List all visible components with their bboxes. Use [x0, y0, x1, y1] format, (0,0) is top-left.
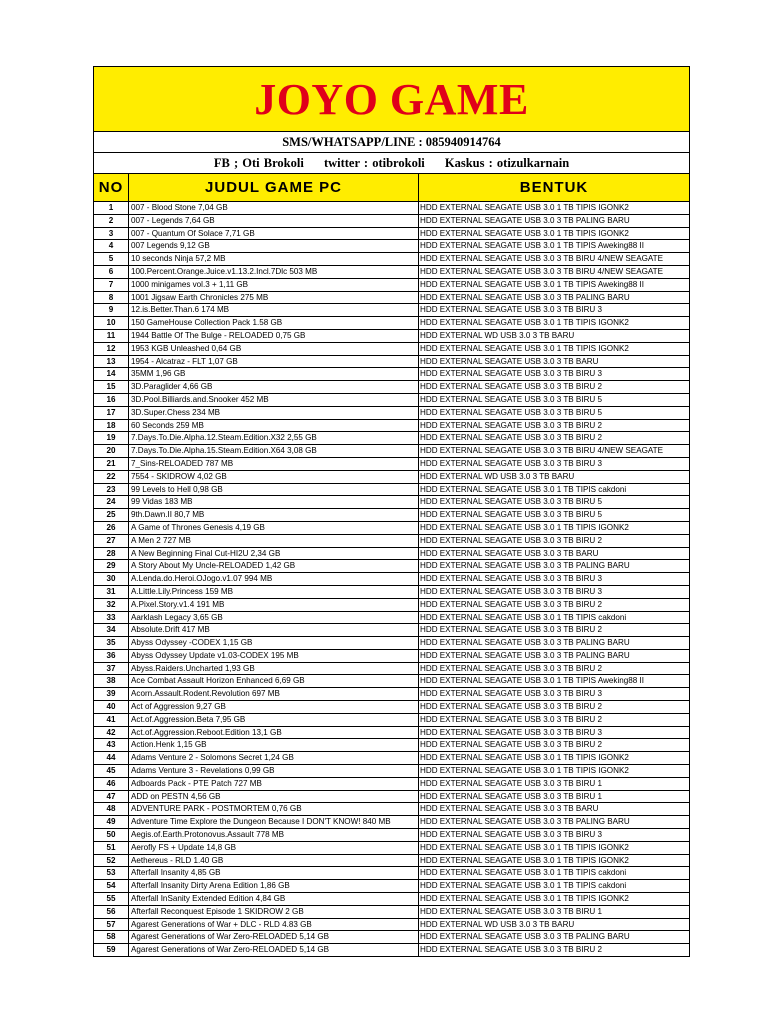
table-row	[94, 419, 690, 432]
table-row	[94, 329, 690, 342]
header-title: JUDUL GAME PC	[129, 174, 419, 202]
row-number: 1	[94, 202, 129, 215]
storage-form: HDD EXTERNAL SEAGATE USB 3.0 3 TB PALING BARU	[419, 816, 690, 829]
table-row	[94, 701, 690, 714]
table-row	[94, 227, 690, 240]
game-title: 99 Vidas 183 MB	[129, 496, 419, 509]
row-number: 50	[94, 829, 129, 842]
row-number: 43	[94, 739, 129, 752]
row-number: 23	[94, 483, 129, 496]
facebook-handle: FB ; Oti Brokoli	[213, 155, 304, 170]
twitter-handle: twitter : otibrokoli	[323, 155, 425, 170]
game-title: Abyss.Raiders.Uncharted 1,93 GB	[129, 662, 419, 675]
game-title: Absolute.Drift 417 MB	[129, 624, 419, 637]
game-title: 1953 KGB Unleashed 0,64 GB	[129, 342, 419, 355]
game-title: Act.of.Aggression.Beta 7,95 GB	[129, 713, 419, 726]
row-number: 34	[94, 624, 129, 637]
storage-form: HDD EXTERNAL SEAGATE USB 3.0 1 TB TIPIS IGONK2	[419, 841, 690, 854]
game-title: ADD on PESTN 4,56 GB	[129, 790, 419, 803]
storage-form: HDD EXTERNAL SEAGATE USB 3.0 3 TB BIRU 2	[419, 739, 690, 752]
storage-form: HDD EXTERNAL SEAGATE USB 3.0 1 TB TIPIS cakdoni	[419, 611, 690, 624]
table-row	[94, 291, 690, 304]
game-title: Acorn.Assault.Rodent.Revolution 697 MB	[129, 688, 419, 701]
table-row	[94, 240, 690, 253]
table-row	[94, 253, 690, 266]
title-cell	[94, 67, 690, 132]
storage-form: HDD EXTERNAL SEAGATE USB 3.0 3 TB BIRU 4/NEW SEAGATE	[419, 445, 690, 458]
table-row	[94, 841, 690, 854]
contact-cell	[94, 132, 690, 153]
table-row	[94, 265, 690, 278]
game-title: Aetherеus - RLD 1.40 GB	[129, 854, 419, 867]
row-number: 39	[94, 688, 129, 701]
table-row	[94, 611, 690, 624]
row-number: 35	[94, 637, 129, 650]
row-number: 8	[94, 291, 129, 304]
storage-form: HDD EXTERNAL SEAGATE USB 3.0 3 TB BIRU 2	[419, 662, 690, 675]
row-number: 2	[94, 214, 129, 227]
row-number: 5	[94, 253, 129, 266]
table-row	[94, 342, 690, 355]
table-row	[94, 304, 690, 317]
game-title: Agarest Generations of War Zero-RELOADED 5,14 GB	[129, 931, 419, 944]
table-row	[94, 713, 690, 726]
storage-form: HDD EXTERNAL SEAGATE USB 3.0 3 TB BIRU 3	[419, 726, 690, 739]
game-title: 12.is.Better.Than.6 174 MB	[129, 304, 419, 317]
game-title: Adams Venture 2 - Solomons Secret 1,24 GB	[129, 752, 419, 765]
table-row	[94, 355, 690, 368]
row-number: 44	[94, 752, 129, 765]
storage-form: HDD EXTERNAL SEAGATE USB 3.0 1 TB TIPIS cakdoni	[419, 483, 690, 496]
row-number: 40	[94, 701, 129, 714]
table-row	[94, 381, 690, 394]
table-row	[94, 918, 690, 931]
row-number: 32	[94, 598, 129, 611]
row-number: 25	[94, 509, 129, 522]
table-row	[94, 816, 690, 829]
game-title: Afterfall Reconquest Episode 1 SKIDROW 2 GB	[129, 905, 419, 918]
storage-form: HDD EXTERNAL SEAGATE USB 3.0 3 TB BIRU 3	[419, 585, 690, 598]
row-number: 12	[94, 342, 129, 355]
table-row	[94, 585, 690, 598]
storage-form: HDD EXTERNAL SEAGATE USB 3.0 3 TB BIRU 2	[419, 944, 690, 957]
table-row	[94, 457, 690, 470]
row-number: 31	[94, 585, 129, 598]
game-title: A Game of Thrones Genesis 4,19 GB	[129, 521, 419, 534]
game-title: A Men 2 727 MB	[129, 534, 419, 547]
table-row	[94, 765, 690, 778]
storage-form: HDD EXTERNAL SEAGATE USB 3.0 3 TB BIRU 2	[419, 624, 690, 637]
storage-form: HDD EXTERNAL SEAGATE USB 3.0 3 TB BARU	[419, 803, 690, 816]
game-title: Action.Henk 1,15 GB	[129, 739, 419, 752]
game-title: Afterfall Insanity Dirty Arena Edition 1,86 GB	[129, 880, 419, 893]
storage-form: HDD EXTERNAL SEAGATE USB 3.0 1 TB TIPIS Aweking88 II	[419, 278, 690, 291]
row-number: 22	[94, 470, 129, 483]
storage-form: HDD EXTERNAL SEAGATE USB 3.0 1 TB TIPIS IGONK2	[419, 227, 690, 240]
game-title: 1000 minigames vol.3 + 1,11 GB	[129, 278, 419, 291]
row-number: 24	[94, 496, 129, 509]
table-row	[94, 598, 690, 611]
storage-form: HDD EXTERNAL SEAGATE USB 3.0 3 TB PALING BARU	[419, 649, 690, 662]
game-title: Act of Aggression 9,27 GB	[129, 701, 419, 714]
game-title: 3D.Paraglider 4,66 GB	[129, 381, 419, 394]
game-title: Agarest Generations of War Zero-RELOADED 5,14 GB	[129, 944, 419, 957]
storage-form: HDD EXTERNAL SEAGATE USB 3.0 3 TB BIRU 3	[419, 829, 690, 842]
game-title: 3D.Super.Chess 234 MB	[129, 406, 419, 419]
table-row	[94, 470, 690, 483]
storage-form: HDD EXTERNAL SEAGATE USB 3.0 3 TB PALING BARU	[419, 291, 690, 304]
row-number: 57	[94, 918, 129, 931]
game-title: Adventure Time Explore the Dungeon Because I DON'T KNOW! 840 MB	[129, 816, 419, 829]
row-number: 16	[94, 393, 129, 406]
table-row	[94, 739, 690, 752]
game-title: Abyss Odyssey Update v1.03-CODEX 195 MB	[129, 649, 419, 662]
storage-form: HDD EXTERNAL SEAGATE USB 3.0 3 TB BIRU 5	[419, 496, 690, 509]
storage-form: HDD EXTERNAL SEAGATE USB 3.0 1 TB TIPIS IGONK2	[419, 854, 690, 867]
row-number: 49	[94, 816, 129, 829]
row-number: 36	[94, 649, 129, 662]
storage-form: HDD EXTERNAL SEAGATE USB 3.0 3 TB BIRU 2	[419, 432, 690, 445]
row-number: 45	[94, 765, 129, 778]
row-number: 15	[94, 381, 129, 394]
game-title: Ace Combat Assault Horizon Enhanced 6,69 GB	[129, 675, 419, 688]
table-row	[94, 432, 690, 445]
row-number: 3	[94, 227, 129, 240]
table-row	[94, 944, 690, 957]
row-number: 13	[94, 355, 129, 368]
row-number: 53	[94, 867, 129, 880]
contact-row	[94, 132, 690, 153]
storage-form: HDD EXTERNAL SEAGATE USB 3.0 1 TB TIPIS Aweking88 II	[419, 675, 690, 688]
storage-form: HDD EXTERNAL SEAGATE USB 3.0 3 TB BIRU 2	[419, 598, 690, 611]
table-row	[94, 829, 690, 842]
game-title: Agarest Generations of War + DLC - RLD 4.83 GB	[129, 918, 419, 931]
game-title: ADVENTURE PARK - POSTMORTEM 0,76 GB	[129, 803, 419, 816]
table-row	[94, 893, 690, 906]
row-number: 52	[94, 854, 129, 867]
contact-phone: SMS/WHATSAPP/LINE : 085940914764	[282, 134, 501, 149]
header-form: BENTUK	[419, 174, 690, 202]
game-title: Aegis.of.Earth.Protonovus.Assault 778 MB	[129, 829, 419, 842]
table-row	[94, 547, 690, 560]
storage-form: HDD EXTERNAL SEAGATE USB 3.0 1 TB TIPIS IGONK2	[419, 342, 690, 355]
row-number: 20	[94, 445, 129, 458]
table-row	[94, 803, 690, 816]
table-row	[94, 905, 690, 918]
game-title: 7_Sins-RELOADED 787 MB	[129, 457, 419, 470]
row-number: 33	[94, 611, 129, 624]
storage-form: HDD EXTERNAL SEAGATE USB 3.0 3 TB BIRU 3	[419, 573, 690, 586]
storage-form: HDD EXTERNAL SEAGATE USB 3.0 3 TB BIRU 2	[419, 713, 690, 726]
table-row	[94, 854, 690, 867]
storage-form: HDD EXTERNAL SEAGATE USB 3.0 1 TB TIPIS cakdoni	[419, 867, 690, 880]
table-row	[94, 675, 690, 688]
row-number: 41	[94, 713, 129, 726]
table-row	[94, 496, 690, 509]
game-title: 1944 Battle Of The Bulge - RELOADED 0,75 GB	[129, 329, 419, 342]
row-number: 29	[94, 560, 129, 573]
storage-form: HDD EXTERNAL SEAGATE USB 3.0 3 TB BARU	[419, 547, 690, 560]
row-number: 10	[94, 317, 129, 330]
storage-form: HDD EXTERNAL SEAGATE USB 3.0 3 TB BIRU 1	[419, 905, 690, 918]
game-title: 7554 - SKIDROW 4,02 GB	[129, 470, 419, 483]
table-row	[94, 726, 690, 739]
storage-form: HDD EXTERNAL SEAGATE USB 3.0 3 TB BIRU 4/NEW SEAGATE	[419, 265, 690, 278]
storage-form: HDD EXTERNAL SEAGATE USB 3.0 3 TB BIRU 1	[419, 790, 690, 803]
storage-form: HDD EXTERNAL SEAGATE USB 3.0 1 TB TIPIS IGONK2	[419, 765, 690, 778]
game-title: 60 Seconds 259 MB	[129, 419, 419, 432]
storage-form: HDD EXTERNAL SEAGATE USB 3.0 3 TB BIRU 3	[419, 304, 690, 317]
row-number: 4	[94, 240, 129, 253]
table-row	[94, 509, 690, 522]
row-number: 30	[94, 573, 129, 586]
row-number: 9	[94, 304, 129, 317]
table-row	[94, 406, 690, 419]
row-number: 26	[94, 521, 129, 534]
table-row	[94, 317, 690, 330]
table-row	[94, 534, 690, 547]
row-number: 56	[94, 905, 129, 918]
game-title: 007 - Legends 7,64 GB	[129, 214, 419, 227]
row-number: 19	[94, 432, 129, 445]
table-row	[94, 688, 690, 701]
table-row	[94, 560, 690, 573]
storage-form: HDD EXTERNAL SEAGATE USB 3.0 3 TB BIRU 2	[419, 701, 690, 714]
social-row	[94, 153, 690, 174]
game-title: 007 Legends 9,12 GB	[129, 240, 419, 253]
storage-form: HDD EXTERNAL SEAGATE USB 3.0 3 TB BIRU 5	[419, 393, 690, 406]
game-title: A Story About My Uncle-RELOADED 1,42 GB	[129, 560, 419, 573]
row-number: 27	[94, 534, 129, 547]
storage-form: HDD EXTERNAL SEAGATE USB 3.0 3 TB BIRU 3	[419, 368, 690, 381]
game-title: 99 Levels to Hell 0,98 GB	[129, 483, 419, 496]
storage-form: HDD EXTERNAL WD USB 3.0 3 TB BARU	[419, 470, 690, 483]
storage-form: HDD EXTERNAL SEAGATE USB 3.0 1 TB TIPIS IGONK2	[419, 893, 690, 906]
row-number: 21	[94, 457, 129, 470]
game-list-table	[93, 66, 690, 957]
storage-form: HDD EXTERNAL SEAGATE USB 3.0 3 TB BIRU 3	[419, 457, 690, 470]
storage-form: HDD EXTERNAL SEAGATE USB 3.0 3 TB PALING BARU	[419, 560, 690, 573]
game-title: 10 seconds Ninja 57,2 MB	[129, 253, 419, 266]
row-number: 14	[94, 368, 129, 381]
row-number: 38	[94, 675, 129, 688]
table-row	[94, 368, 690, 381]
game-title: 1001 Jigsaw Earth Chronicles 275 MB	[129, 291, 419, 304]
row-number: 42	[94, 726, 129, 739]
storage-form: HDD EXTERNAL SEAGATE USB 3.0 1 TB TIPIS IGONK2	[419, 521, 690, 534]
table-row	[94, 483, 690, 496]
storage-form: HDD EXTERNAL SEAGATE USB 3.0 1 TB TIPIS IGONK2	[419, 202, 690, 215]
storage-form: HDD EXTERNAL SEAGATE USB 3.0 3 TB BIRU 3	[419, 688, 690, 701]
game-title: Afterfall Insanity 4,85 GB	[129, 867, 419, 880]
social-cell	[94, 153, 690, 174]
row-number: 18	[94, 419, 129, 432]
game-title: Adboards Pack - PTE Patch 727 MB	[129, 777, 419, 790]
game-title: 150 GameHouse Collection Pack 1.58 GB	[129, 317, 419, 330]
storage-form: HDD EXTERNAL SEAGATE USB 3.0 3 TB BIRU 1	[419, 777, 690, 790]
storage-form: HDD EXTERNAL SEAGATE USB 3.0 3 TB BIRU 5	[419, 509, 690, 522]
row-number: 51	[94, 841, 129, 854]
table-row	[94, 777, 690, 790]
storage-form: HDD EXTERNAL SEAGATE USB 3.0 3 TB BARU	[419, 355, 690, 368]
row-number: 28	[94, 547, 129, 560]
game-title: Afterfall InSanity Extended Edition 4,84 GB	[129, 893, 419, 906]
game-title: Abyss Odyssey -CODEX 1,15 GB	[129, 637, 419, 650]
game-title: Aerofly FS + Update 14,8 GB	[129, 841, 419, 854]
storage-form: HDD EXTERNAL SEAGATE USB 3.0 1 TB TIPIS Aweking88 II	[419, 240, 690, 253]
table-row	[94, 573, 690, 586]
row-number: 46	[94, 777, 129, 790]
game-title: A.Little.Lily.Princess 159 MB	[129, 585, 419, 598]
game-title: 35MM 1,96 GB	[129, 368, 419, 381]
game-title: 9th.Dawn.II 80,7 MB	[129, 509, 419, 522]
row-number: 37	[94, 662, 129, 675]
row-number: 55	[94, 893, 129, 906]
row-number: 7	[94, 278, 129, 291]
storage-form: HDD EXTERNAL SEAGATE USB 3.0 1 TB TIPIS IGONK2	[419, 317, 690, 330]
storage-form: HDD EXTERNAL SEAGATE USB 3.0 3 TB PALING BARU	[419, 637, 690, 650]
storage-form: HDD EXTERNAL SEAGATE USB 3.0 3 TB BIRU 2	[419, 381, 690, 394]
storage-form: HDD EXTERNAL SEAGATE USB 3.0 3 TB BIRU 2	[419, 534, 690, 547]
title-row	[94, 67, 690, 132]
game-title: 100.Percent.Orange.Juice.v1.13.2.Incl.7Dlc 503 MB	[129, 265, 419, 278]
storage-form: HDD EXTERNAL SEAGATE USB 3.0 1 TB TIPIS cakdoni	[419, 880, 690, 893]
table-row	[94, 931, 690, 944]
storage-form: HDD EXTERNAL SEAGATE USB 3.0 1 TB TIPIS IGONK2	[419, 752, 690, 765]
storage-form: HDD EXTERNAL WD USB 3.0 3 TB BARU	[419, 329, 690, 342]
table-row	[94, 752, 690, 765]
table-row	[94, 880, 690, 893]
row-number: 11	[94, 329, 129, 342]
game-title: A.Pixel.Story.v1.4 191 MB	[129, 598, 419, 611]
table-row	[94, 790, 690, 803]
table-row	[94, 624, 690, 637]
storage-form: HDD EXTERNAL WD USB 3.0 3 TB BARU	[419, 918, 690, 931]
game-title: 007 - Blood Stone 7,04 GB	[129, 202, 419, 215]
storage-form: HDD EXTERNAL SEAGATE USB 3.0 3 TB PALING BARU	[419, 214, 690, 227]
game-title: A New Beginning Final Cut-HI2U 2,34 GB	[129, 547, 419, 560]
row-number: 17	[94, 406, 129, 419]
game-title: 1954 - Alcatraz - FLT 1,07 GB	[129, 355, 419, 368]
storage-form: HDD EXTERNAL SEAGATE USB 3.0 3 TB BIRU 5	[419, 406, 690, 419]
row-number: 48	[94, 803, 129, 816]
game-title: Act.of.Aggression.Reboot.Edition 13,1 GB	[129, 726, 419, 739]
table-row	[94, 202, 690, 215]
table-row	[94, 649, 690, 662]
game-title: 3D.Pool.Billiards.and.Snooker 452 MB	[129, 393, 419, 406]
game-title: 7.Days.To.Die.Alpha.15.Steam.Edition.X64 3,08 GB	[129, 445, 419, 458]
store-title: JOYO GAME	[254, 74, 529, 124]
row-number: 58	[94, 931, 129, 944]
header-no: NO	[94, 174, 129, 202]
table-row	[94, 445, 690, 458]
game-title: Aarklash Legacy 3,65 GB	[129, 611, 419, 624]
storage-form: HDD EXTERNAL SEAGATE USB 3.0 3 TB BIRU 4/NEW SEAGATE	[419, 253, 690, 266]
column-header-row	[94, 174, 690, 202]
table-row	[94, 214, 690, 227]
row-number: 47	[94, 790, 129, 803]
row-number: 54	[94, 880, 129, 893]
storage-form: HDD EXTERNAL SEAGATE USB 3.0 3 TB BIRU 2	[419, 419, 690, 432]
game-title: Adams Venture 3 - Revelations 0,99 GB	[129, 765, 419, 778]
table-row	[94, 662, 690, 675]
table-row	[94, 521, 690, 534]
table-row	[94, 278, 690, 291]
game-title: A.Lenda.do.Heroi.OJogo.v1.07 994 MB	[129, 573, 419, 586]
table-row	[94, 867, 690, 880]
row-number: 59	[94, 944, 129, 957]
storage-form: HDD EXTERNAL SEAGATE USB 3.0 3 TB PALING BARU	[419, 931, 690, 944]
game-title: 007 - Quantum Of Solace 7,71 GB	[129, 227, 419, 240]
table-row	[94, 393, 690, 406]
kaskus-handle: Kaskus : otizulkarnain	[444, 155, 570, 170]
game-title: 7.Days.To.Die.Alpha.12.Steam.Edition.X32 2,55 GB	[129, 432, 419, 445]
table-row	[94, 637, 690, 650]
row-number: 6	[94, 265, 129, 278]
